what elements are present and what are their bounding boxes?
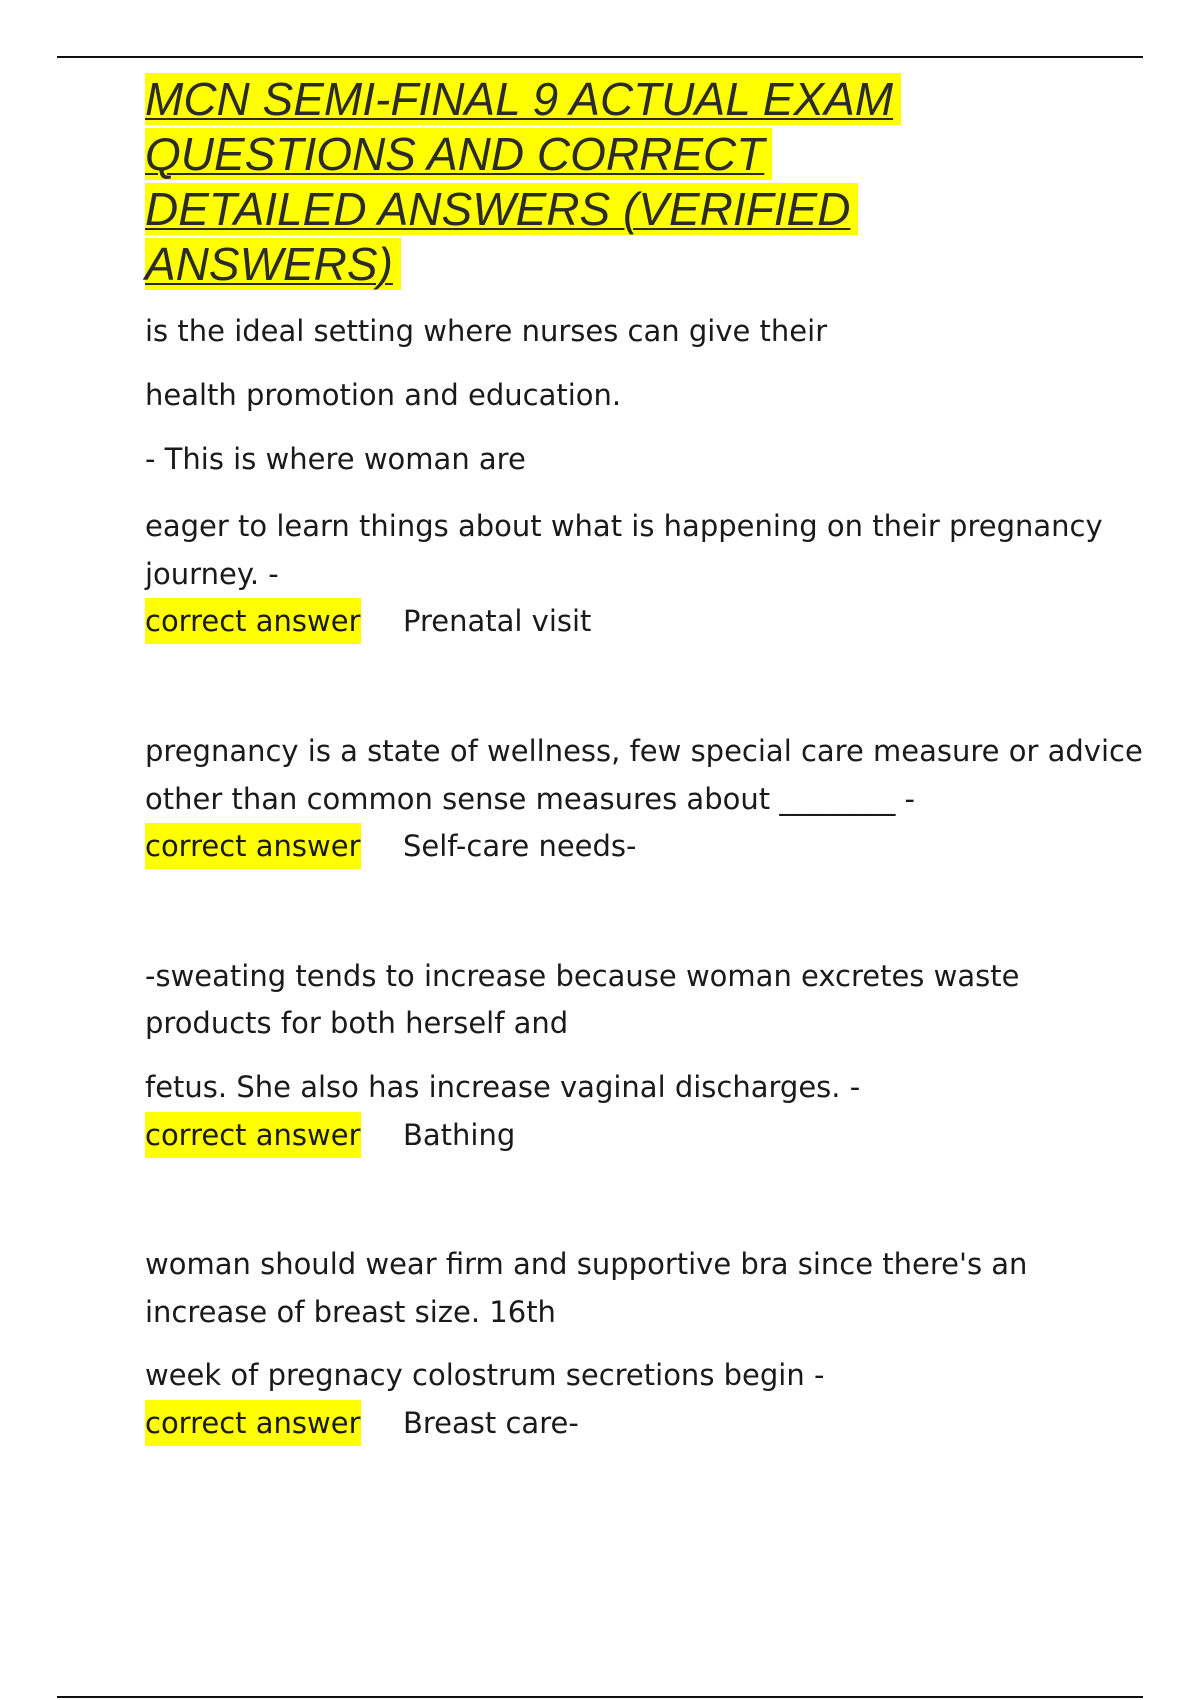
question-3-line-3: fetus. She also has increase vaginal discharges. -	[145, 1070, 861, 1104]
answer-2: Self-care needs-	[403, 829, 637, 863]
answer-row-3	[145, 1112, 516, 1158]
question-1-line-3: - This is where woman are	[145, 442, 526, 476]
question-2-line-2: other than common sense measures about ________ -	[145, 782, 916, 816]
question-2-line-1: pregnancy is a state of wellness, few special care measure or advice	[145, 734, 1143, 768]
answer-row-1	[145, 598, 592, 644]
document-title	[145, 72, 1045, 292]
answer-4: Breast care-	[403, 1406, 579, 1440]
question-4-line-2: increase of breast size. 16th	[145, 1295, 556, 1329]
question-1-line-5: journey. -	[145, 557, 279, 591]
top-rule	[57, 56, 1143, 58]
correct-answer-label: correct answer	[145, 1400, 361, 1446]
question-4-line-1: woman should wear firm and supportive bra since there's an	[145, 1247, 1028, 1281]
question-1-line-2: health promotion and education.	[145, 378, 622, 412]
correct-answer-label: correct answer	[145, 1112, 361, 1158]
question-3-line-2: products for both herself and	[145, 1006, 569, 1040]
question-4-line-3: week of pregnacy colostrum secretions begin -	[145, 1358, 825, 1392]
answer-3: Bathing	[403, 1118, 516, 1152]
title-line-4: ANSWERS)	[145, 238, 401, 290]
title-line-2: QUESTIONS AND CORRECT	[145, 128, 772, 180]
question-1-line-1: is the ideal setting where nurses can give their	[145, 314, 828, 348]
correct-answer-label: correct answer	[145, 823, 361, 869]
answer-row-2	[145, 823, 637, 869]
correct-answer-label: correct answer	[145, 598, 361, 644]
question-3-line-1: -sweating tends to increase because woman excretes waste	[145, 959, 1020, 993]
question-1-line-4: eager to learn things about what is happening on their pregnancy	[145, 509, 1103, 543]
title-line-1: MCN SEMI-FINAL 9 ACTUAL EXAM	[145, 73, 901, 125]
answer-row-4	[145, 1400, 579, 1446]
title-line-3: DETAILED ANSWERS (VERIFIED	[145, 183, 858, 235]
answer-1: Prenatal visit	[403, 604, 592, 638]
bottom-rule	[57, 1696, 1143, 1698]
